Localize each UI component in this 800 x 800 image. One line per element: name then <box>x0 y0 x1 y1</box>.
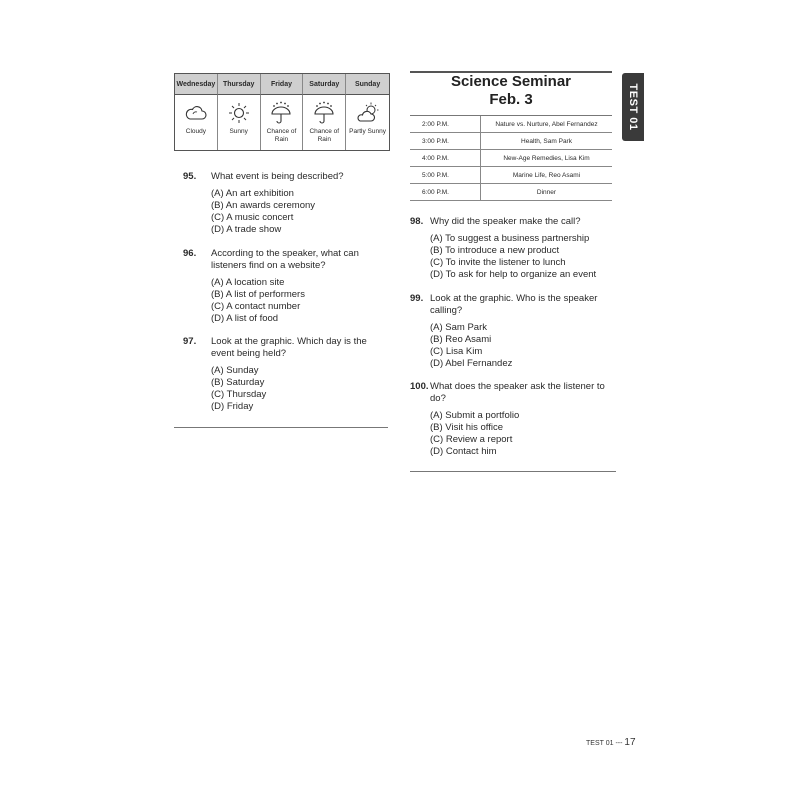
schedule-time: 2:00 P.M. <box>410 116 481 133</box>
schedule-time: 6:00 P.M. <box>410 184 481 201</box>
answer-option[interactable]: (B) Visit his office <box>430 422 504 433</box>
weather-cell <box>261 95 304 150</box>
page-footer <box>586 737 636 748</box>
answer-option[interactable]: (B) An awards ceremony <box>211 200 316 211</box>
answer-option[interactable]: (B) Saturday <box>211 377 265 388</box>
table-row <box>410 167 612 184</box>
weather-forecast-table <box>174 73 390 151</box>
answer-options <box>211 277 393 325</box>
question-text-line: Look at the graphic. Who is the speaker <box>430 293 598 304</box>
weather-day-header: Friday <box>261 74 304 95</box>
schedule-time: 5:00 P.M. <box>410 167 481 184</box>
schedule-event: Dinner <box>481 184 613 201</box>
answer-option[interactable]: (A) Sunday <box>211 365 259 376</box>
question-95 <box>183 171 393 236</box>
test-section-tab <box>622 73 644 141</box>
seminar-title <box>410 73 612 109</box>
weather-day-header: Thursday <box>218 74 261 95</box>
answer-options <box>211 365 393 413</box>
cloud-icon <box>184 101 208 125</box>
table-row <box>410 116 612 133</box>
answer-option[interactable]: (D) Abel Fernandez <box>430 358 513 369</box>
answer-option[interactable]: (C) Thursday <box>211 389 267 400</box>
answer-option[interactable]: (B) To introduce a new product <box>430 245 560 256</box>
weather-day-header: Saturday <box>303 74 346 95</box>
answer-option[interactable]: (C) Review a report <box>430 434 513 445</box>
question-97 <box>183 336 393 413</box>
answer-option[interactable]: (C) A contact number <box>211 301 301 312</box>
question-text-line: listeners find on a website? <box>211 260 326 271</box>
schedule-time: 4:00 P.M. <box>410 150 481 167</box>
answer-option[interactable]: (D) A trade show <box>211 224 282 235</box>
question-number: 97. <box>183 336 197 347</box>
weather-condition: Partly Sunny <box>349 128 386 135</box>
schedule-event: New-Age Remedies, Lisa Kim <box>481 150 613 167</box>
footer-label: TEST 01 --- <box>586 740 623 747</box>
schedule-event: Marine Life, Reo Asami <box>481 167 613 184</box>
schedule-event: Nature vs. Nurture, Abel Fernandez <box>481 116 613 133</box>
section-divider <box>174 427 388 428</box>
table-row <box>410 133 612 150</box>
question-text-line: calling? <box>430 305 463 316</box>
question-text-line: According to the speaker, what can <box>211 248 359 259</box>
question-100 <box>410 381 620 458</box>
table-row <box>410 150 612 167</box>
answer-option[interactable]: (A) An art exhibition <box>211 188 294 199</box>
umbrella-rain-icon <box>312 101 336 125</box>
answer-option[interactable]: (A) Submit a portfolio <box>430 410 520 421</box>
question-text-line: What does the speaker ask the listener to <box>430 381 605 392</box>
seminar-title-line: Science Seminar <box>450 73 572 90</box>
answer-option[interactable]: (A) To suggest a business partnership <box>430 233 590 244</box>
test-section-label: TEST 01 <box>627 83 639 131</box>
weather-cell <box>218 95 261 150</box>
answer-option[interactable]: (C) Lisa Kim <box>430 346 483 357</box>
question-text-line: Look at the graphic. Which day is the <box>211 336 367 347</box>
weather-day-header: Wednesday <box>175 74 218 95</box>
question-number: 98. <box>410 216 424 227</box>
answer-options <box>430 410 620 458</box>
answer-option[interactable]: (D) Friday <box>211 401 254 412</box>
weather-condition: Chance of Rain <box>266 128 297 143</box>
question-text-line: do? <box>430 393 446 404</box>
partly-sunny-icon <box>356 101 380 125</box>
seminar-schedule-table <box>410 116 612 201</box>
question-number: 96. <box>183 248 197 259</box>
question-96 <box>183 248 393 325</box>
answer-options <box>430 233 620 281</box>
question-99 <box>410 293 620 370</box>
schedule-event: Health, Sam Park <box>481 133 613 150</box>
answer-options <box>211 188 393 236</box>
answer-option[interactable]: (B) Reo Asami <box>430 334 492 345</box>
answer-option[interactable]: (A) Sam Park <box>430 322 488 333</box>
answer-option[interactable]: (D) To ask for help to organize an event <box>430 269 597 280</box>
seminar-date: Feb. 3 <box>489 91 533 108</box>
answer-options <box>430 322 620 370</box>
weather-cell <box>175 95 218 150</box>
section-divider <box>410 471 616 472</box>
page-number: 17 <box>624 737 636 748</box>
question-number: 100. <box>410 381 429 392</box>
weather-condition: Sunny <box>229 128 248 135</box>
weather-cell <box>346 95 389 150</box>
schedule-time: 3:00 P.M. <box>410 133 481 150</box>
answer-option[interactable]: (C) To invite the listener to lunch <box>430 257 566 268</box>
weather-day-header: Sunday <box>346 74 389 95</box>
answer-option[interactable]: (B) A list of performers <box>211 289 305 300</box>
question-text: What event is being described? <box>211 171 344 182</box>
question-98 <box>410 216 620 281</box>
answer-option[interactable]: (C) A music concert <box>211 212 294 223</box>
table-row <box>410 184 612 201</box>
question-text: Why did the speaker make the call? <box>430 216 581 227</box>
weather-cell <box>303 95 346 150</box>
answer-option[interactable]: (D) A list of food <box>211 313 279 324</box>
weather-condition: Cloudy <box>185 128 206 135</box>
question-text-line: event being held? <box>211 348 287 359</box>
answer-option[interactable]: (D) Contact him <box>430 446 497 457</box>
question-number: 99. <box>410 293 424 304</box>
umbrella-rain-icon <box>269 101 293 125</box>
sun-icon <box>227 101 251 125</box>
question-number: 95. <box>183 171 197 182</box>
weather-condition: Chance of Rain <box>309 128 340 143</box>
answer-option[interactable]: (A) A location site <box>211 277 285 288</box>
